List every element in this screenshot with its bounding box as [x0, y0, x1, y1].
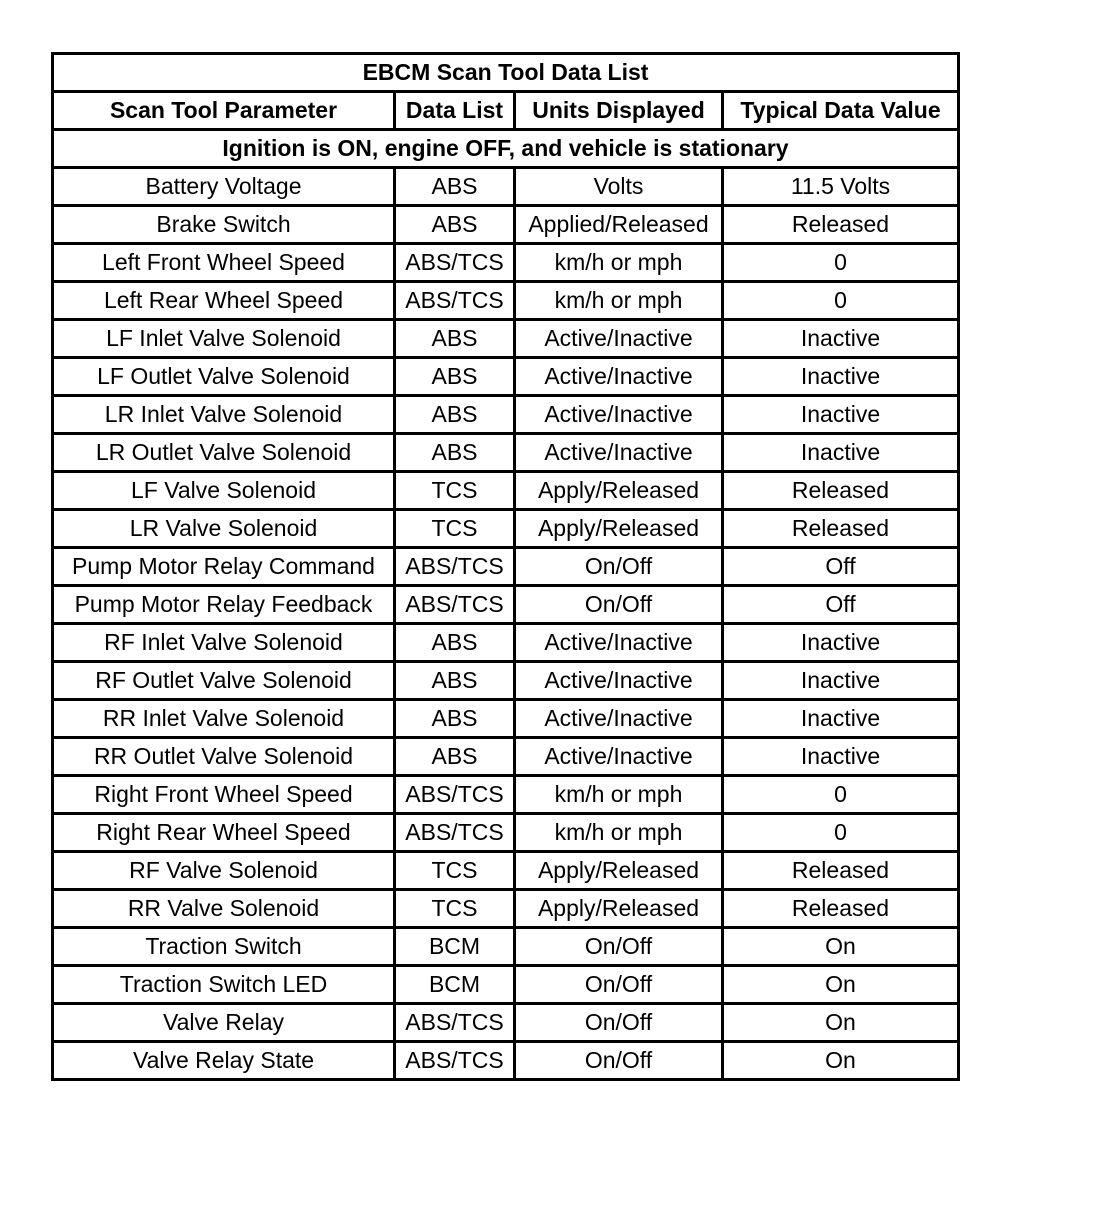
cell-typical-value: 0 — [723, 814, 959, 852]
cell-units: Active/Inactive — [515, 396, 723, 434]
cell-data-list: ABS/TCS — [395, 244, 515, 282]
cell-parameter: Valve Relay State — [53, 1042, 395, 1080]
cell-typical-value: Released — [723, 852, 959, 890]
column-header-data-list: Data List — [395, 92, 515, 130]
cell-parameter: RF Inlet Valve Solenoid — [53, 624, 395, 662]
cell-data-list: ABS/TCS — [395, 1042, 515, 1080]
cell-parameter: LR Valve Solenoid — [53, 510, 395, 548]
column-header-parameter: Scan Tool Parameter — [53, 92, 395, 130]
cell-units: km/h or mph — [515, 814, 723, 852]
cell-parameter: RR Valve Solenoid — [53, 890, 395, 928]
scan-tool-data-table-container — [51, 52, 957, 1081]
cell-parameter: Right Front Wheel Speed — [53, 776, 395, 814]
cell-typical-value: Inactive — [723, 396, 959, 434]
cell-data-list: ABS/TCS — [395, 1004, 515, 1042]
cell-parameter: Valve Relay — [53, 1004, 395, 1042]
cell-parameter: LF Valve Solenoid — [53, 472, 395, 510]
cell-data-list: ABS/TCS — [395, 282, 515, 320]
cell-parameter: Battery Voltage — [53, 168, 395, 206]
cell-units: Active/Inactive — [515, 434, 723, 472]
cell-data-list: ABS — [395, 700, 515, 738]
cell-typical-value: 0 — [723, 244, 959, 282]
cell-parameter: Left Rear Wheel Speed — [53, 282, 395, 320]
cell-parameter: RF Valve Solenoid — [53, 852, 395, 890]
table-row — [53, 168, 959, 206]
condition-row — [53, 130, 959, 168]
cell-units: On/Off — [515, 1004, 723, 1042]
cell-units: Apply/Released — [515, 852, 723, 890]
cell-units: km/h or mph — [515, 244, 723, 282]
scan-tool-data-table — [51, 52, 960, 1081]
cell-units: km/h or mph — [515, 282, 723, 320]
cell-units: On/Off — [515, 966, 723, 1004]
cell-parameter: LR Outlet Valve Solenoid — [53, 434, 395, 472]
cell-typical-value: Inactive — [723, 358, 959, 396]
cell-typical-value: Inactive — [723, 320, 959, 358]
cell-typical-value: Inactive — [723, 738, 959, 776]
cell-typical-value: Off — [723, 548, 959, 586]
cell-parameter: Left Front Wheel Speed — [53, 244, 395, 282]
cell-typical-value: 0 — [723, 282, 959, 320]
table-row — [53, 966, 959, 1004]
table-row — [53, 396, 959, 434]
table-body — [53, 168, 959, 1080]
table-row — [53, 700, 959, 738]
cell-typical-value: Released — [723, 472, 959, 510]
cell-data-list: TCS — [395, 890, 515, 928]
table-row — [53, 358, 959, 396]
table-row — [53, 624, 959, 662]
cell-units: Active/Inactive — [515, 624, 723, 662]
cell-typical-value: On — [723, 1004, 959, 1042]
cell-units: On/Off — [515, 586, 723, 624]
cell-data-list: ABS/TCS — [395, 814, 515, 852]
cell-typical-value: On — [723, 928, 959, 966]
cell-typical-value: Inactive — [723, 662, 959, 700]
table-row — [53, 852, 959, 890]
cell-parameter: Traction Switch LED — [53, 966, 395, 1004]
cell-data-list: ABS — [395, 662, 515, 700]
cell-parameter: Right Rear Wheel Speed — [53, 814, 395, 852]
table-row — [53, 282, 959, 320]
cell-typical-value: Released — [723, 890, 959, 928]
cell-parameter: LF Outlet Valve Solenoid — [53, 358, 395, 396]
table-row — [53, 890, 959, 928]
cell-data-list: BCM — [395, 966, 515, 1004]
cell-data-list: ABS — [395, 624, 515, 662]
cell-data-list: TCS — [395, 472, 515, 510]
cell-parameter: Pump Motor Relay Command — [53, 548, 395, 586]
cell-units: Volts — [515, 168, 723, 206]
cell-typical-value: Inactive — [723, 624, 959, 662]
cell-units: km/h or mph — [515, 776, 723, 814]
table-row — [53, 776, 959, 814]
cell-units: Apply/Released — [515, 510, 723, 548]
cell-units: On/Off — [515, 928, 723, 966]
cell-parameter: Brake Switch — [53, 206, 395, 244]
table-row — [53, 1042, 959, 1080]
cell-units: Active/Inactive — [515, 358, 723, 396]
cell-typical-value: Inactive — [723, 434, 959, 472]
cell-data-list: ABS — [395, 358, 515, 396]
table-title-row — [53, 54, 959, 92]
cell-data-list: ABS — [395, 168, 515, 206]
cell-units: Active/Inactive — [515, 700, 723, 738]
cell-parameter: Traction Switch — [53, 928, 395, 966]
table-row — [53, 472, 959, 510]
table-row — [53, 662, 959, 700]
condition-text: Ignition is ON, engine OFF, and vehicle is stationary — [53, 130, 959, 168]
cell-data-list: ABS — [395, 738, 515, 776]
table-row — [53, 244, 959, 282]
cell-data-list: ABS — [395, 320, 515, 358]
cell-typical-value: Inactive — [723, 700, 959, 738]
table-row — [53, 510, 959, 548]
cell-parameter: LR Inlet Valve Solenoid — [53, 396, 395, 434]
cell-data-list: ABS/TCS — [395, 776, 515, 814]
cell-data-list: ABS/TCS — [395, 586, 515, 624]
cell-typical-value: 11.5 Volts — [723, 168, 959, 206]
cell-data-list: ABS — [395, 434, 515, 472]
cell-units: On/Off — [515, 1042, 723, 1080]
cell-parameter: RF Outlet Valve Solenoid — [53, 662, 395, 700]
cell-parameter: LF Inlet Valve Solenoid — [53, 320, 395, 358]
cell-typical-value: Released — [723, 206, 959, 244]
cell-data-list: BCM — [395, 928, 515, 966]
cell-typical-value: On — [723, 966, 959, 1004]
table-row — [53, 928, 959, 966]
cell-units: Applied/Released — [515, 206, 723, 244]
table-row — [53, 814, 959, 852]
table-header-row — [53, 92, 959, 130]
cell-typical-value: On — [723, 1042, 959, 1080]
cell-units: Apply/Released — [515, 890, 723, 928]
cell-units: Active/Inactive — [515, 738, 723, 776]
cell-units: Active/Inactive — [515, 662, 723, 700]
column-header-units: Units Displayed — [515, 92, 723, 130]
table-row — [53, 320, 959, 358]
table-row — [53, 1004, 959, 1042]
table-row — [53, 738, 959, 776]
table-title: EBCM Scan Tool Data List — [53, 54, 959, 92]
cell-units: On/Off — [515, 548, 723, 586]
column-header-typical-value: Typical Data Value — [723, 92, 959, 130]
cell-typical-value: Released — [723, 510, 959, 548]
cell-data-list: ABS — [395, 206, 515, 244]
cell-data-list: ABS/TCS — [395, 548, 515, 586]
cell-data-list: TCS — [395, 510, 515, 548]
cell-parameter: RR Outlet Valve Solenoid — [53, 738, 395, 776]
cell-units: Active/Inactive — [515, 320, 723, 358]
cell-units: Apply/Released — [515, 472, 723, 510]
cell-parameter: Pump Motor Relay Feedback — [53, 586, 395, 624]
table-row — [53, 548, 959, 586]
cell-data-list: ABS — [395, 396, 515, 434]
table-row — [53, 586, 959, 624]
cell-data-list: TCS — [395, 852, 515, 890]
cell-parameter: RR Inlet Valve Solenoid — [53, 700, 395, 738]
cell-typical-value: Off — [723, 586, 959, 624]
table-row — [53, 434, 959, 472]
cell-typical-value: 0 — [723, 776, 959, 814]
table-row — [53, 206, 959, 244]
